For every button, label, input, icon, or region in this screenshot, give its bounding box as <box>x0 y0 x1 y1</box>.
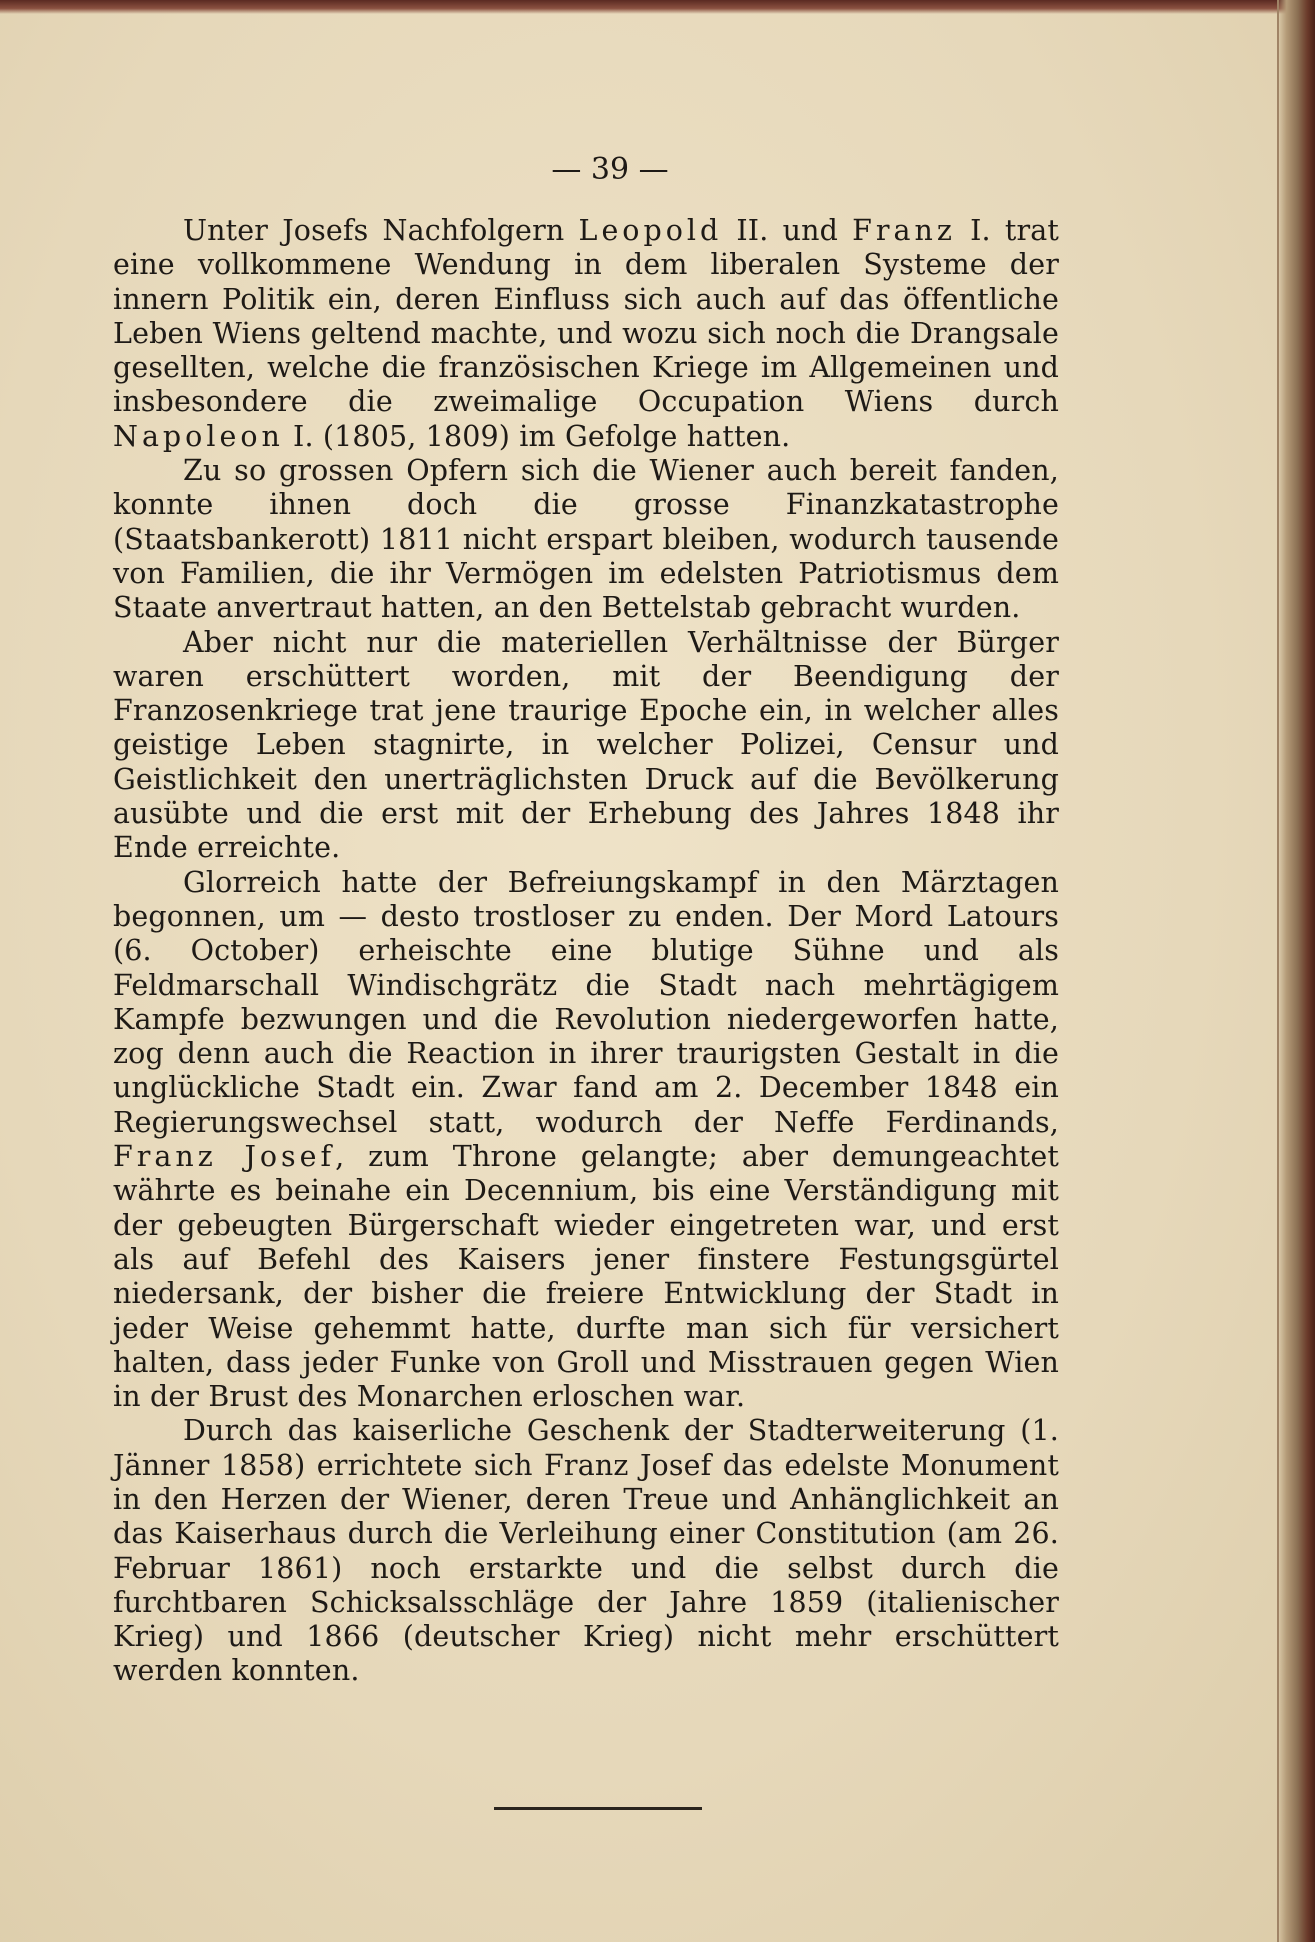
paragraph-text: I. (1805, 1809) im Gefolge hatten. <box>283 419 791 453</box>
end-rule <box>494 1807 702 1810</box>
paragraph-text: Unter Josefs Nachfolgern <box>183 214 579 247</box>
paragraph-text: II. und <box>722 214 853 247</box>
paragraph <box>113 866 1059 1415</box>
body-text <box>113 214 1059 1689</box>
paragraph <box>113 454 1059 625</box>
paragraph-text: , zum Throne gelangte; aber demungeachtet währte es beinahe ein Decennium, bis eine Verständigung mit der gebeugten Bürgerschaft wieder eingetreten war, und erst als auf Befehl des Kaisers jener finstere Festungsgürtel niedersank, der bisher die freiere Entwicklung der Stadt in jeder Weise gehemmt hatte, durfte man sich für versichert halten, dass jeder Funke von Groll und Misstrauen gegen Wien in der Brust des Monarchen erloschen war. <box>113 1140 1059 1414</box>
paragraph <box>113 1414 1059 1688</box>
gutter-line <box>1277 0 1279 1942</box>
paragraph-text: Glorreich hatte der Befreiungskampf in den Märztagen begonnen, um — desto trostloser zu enden. Der Mord Latours (6. October) erheischte eine blutige Sühne und als Feldmarschall Windischgrätz die Stadt nach mehrtägigem Kampfe bezwungen und die Revolution niedergeworfen hatte, zog denn auch die Reaction in ihrer traurigsten Gestalt in die unglückliche Stadt ein. Zwar fand am 2. December 1848 ein Regierungswechsel statt, wodurch der Neffe Ferdinands, <box>113 865 1059 1139</box>
spaced-name: Franz <box>852 214 956 247</box>
spaced-name: Napoleon <box>113 419 284 453</box>
paragraph-text: Zu so grossen Opfern sich die Wiener auch bereit fanden, konnte ihnen doch die grosse Finanzkatastrophe (Staatsbankerott) 1811 nicht erspart bleiben, wodurch tausende von Familien, die ihr Vermögen im edelsten Patriotismus dem Staate anvertraut hatten, an den Bettelstab gebracht wurden. <box>113 454 1059 625</box>
page-number: — 39 — <box>551 152 669 187</box>
paragraph <box>113 214 1059 454</box>
paragraph-text: I. trat eine vollkommene Wendung in dem liberalen Systeme der innern Politik ein, deren Einfluss sich auch auf das öffentliche Leben Wiens geltend machte, und wozu sich noch die Drangsale gesellten, welche die französischen Kriege im Allgemeinen und insbesondere die zweimalige Occupation Wiens durch <box>113 214 1059 419</box>
book-gutter-edge <box>1277 0 1315 1942</box>
spaced-name: Leopold <box>578 214 723 247</box>
paragraph <box>113 626 1059 866</box>
spaced-name: Franz Josef <box>113 1140 336 1174</box>
paragraph-text: Durch das kaiserliche Geschenk der Stadterweiterung (1. Jänner 1858) errichtete sich Franz Josef das edelste Monument in den Herzen der Wiener, deren Treue und Anhänglichkeit an das Kaiserhaus durch die Verleihung einer Constitution (am 26. Februar 1861) noch erstarkte und die selbst durch die furchtbaren Schicksalsschläge der Jahre 1859 (italienischer Krieg) und 1866 (deutscher Krieg) nicht mehr erschüttert werden konnten. <box>113 1414 1059 1688</box>
paragraph-text: Aber nicht nur die materiellen Verhältnisse der Bürger waren erschüttert worden, mit der Beendigung der Franzosenkriege trat jene traurige Epoche ein, in welcher alles geistige Leben stagnirte, in welcher Polizei, Censur und Geistlichkeit den unerträglichsten Druck auf die Bevölkerung ausübte und die erst mit der Erhebung des Jahres 1848 ihr Ende erreichte. <box>113 625 1059 865</box>
page-top-edge <box>0 0 1315 14</box>
